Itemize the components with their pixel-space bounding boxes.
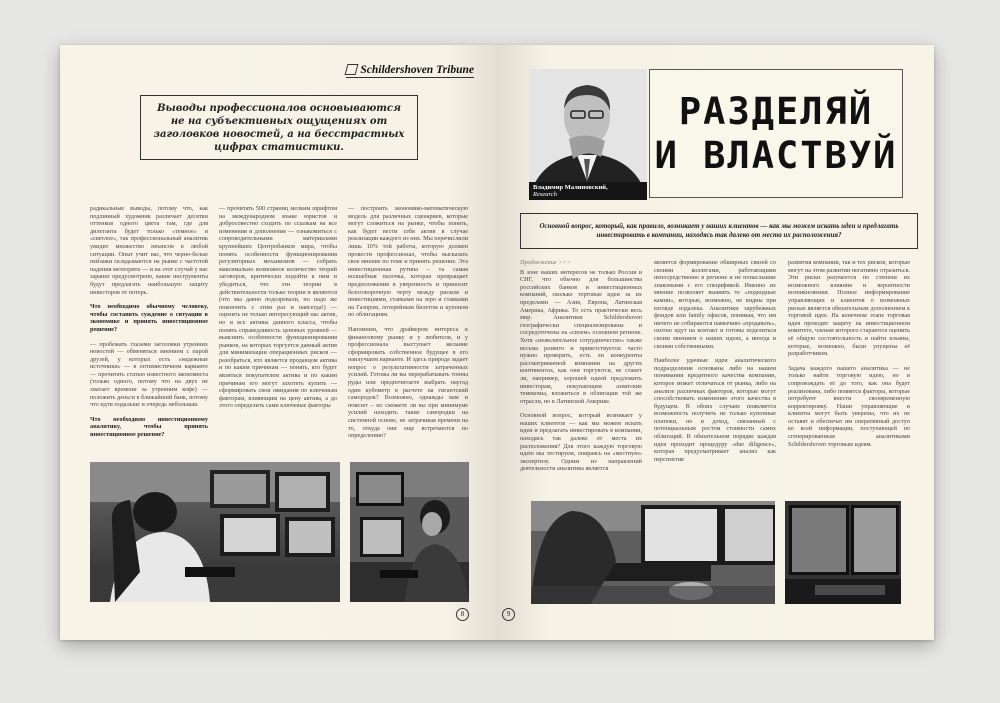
paragraph: является формирование обширных связей со своими коллегами, работающими непосредственно в регионе и не понаслышке знакомыми с его спецификой. Именно их мнение позволяет выявить те «подводные камни», которые, возможно, не видны при взгляде издалека. Аналитики зарубежных фондов или family офисов, понимая, что им ничего не собираются навязчиво «продавать», охотно идут на контакт и готовы поделиться своим мнением о наших идеях, а иногда и своими собственными.	[654, 259, 776, 350]
left-column-3	[348, 205, 468, 497]
paragraph: — прочитать 500 страниц мелким шрифтом на международном языке юристов и добросовестно сходить по ссылкам на все изменения и дополнения — ознакомиться с сопроводительными материалами крупнейших Центробанков мира, чтобы понять особенности функционирования регуляторных механизмов — собрать максимально возможное количество теорий заговоров, критически подойти к ним и убедиться, что эти теории в действительности только теории и являются (что мы давно подозревали, но надо же покончить с этим раз и навсегда!) — оценить не только интересующий нас актив, но и все активы данного класса, чтобы понять справедливость ценовых уровней — выяснить особенности функционирования рынков, на которых торгуется данный актив для минимизации операционных рисков — разобраться, кто является продавцом актива и по каким причинам — понять, кто будет являться покупателем актива и по каким причинам его могут захотеть купить — сформировать свои ожидания по ключевым факторам, влияющим на цену актива, а до этого определить сами ключевые факторы	[219, 205, 337, 410]
paragraph: развития компании, так и тех рисков, которые могут на этом развитии негативно отразиться. Эти риски разумеется по степени их возможного влияния и вероятности возникновения. Полное информирование управляющих и клиентов о возможных рисках является обязательным дополнением к торговой идее. На конечном этапе торговая идея проходит защиту на инвестиционном комитете, членам которого стараются оценить её общую состоятельность и найти изъяны, которые, возможно, были упущены её разработчиком.	[788, 259, 910, 358]
paragraph: — построить экономико-математическую модель для различных сценариев, которые могут сложиться на рынке, чтобы понять, как будет вести себя актив в случае реализации каждого из них. Мы перечислили лишь 10% той работы, которую должен провести профессионал, чтобы высказать свое мнение по теме и принять решение. Эта инвестиционная рутина – та самая волшебная палочка, которая превращает предположения в уверенность и приносит безоговорочную черту между риском и инвестициями, ставками на зеро и ставками на Газпром, лотерейным билетом и купоном по облигациям.	[348, 205, 468, 319]
paragraph: Напомним, что драйвером интереса к финансовому рынку и у любителя, и у профессионала выступает желание сформировать собственное будущее в его наилучшем варианте. И здесь природа задает вопрос о результативности затраченных усилий. Готовы ли вы перерабатывать тонны руды или предпочитаете выбрать наугад один кубометр в расчете на гигантский самородок? Возможно, однажды вам и повезет – но сможете ли вы при минимуме усилий находить такие самородки на системной основе, не затрачивая времени на то, откуда они еще встречаются по определению?	[348, 325, 468, 440]
paragraph: В зоне наших интересов не только Россия и СНГ, что обычно для большинства российских банков и инвестиционных компаний, сколько торговые идеи за их пределами — Азия, Европа, Латинская Америка, Африка. То есть практически весь мир. Аналитики Schildershoven географически специализированы и сосредоточены на «своем» основном регионе. Хотя «нежелательное сотрудничество» также весьма развито и приветствуется: часто нужно проверить, есть ли конкуренты рассматриваемой компании на других континентах, как они торгуются, не станет ли, например, хорошей идеей предложить инвесторам, покупающим азиатские темекомы, вложиться в облигации той же отрасли, но в Латинской Америке.	[520, 268, 642, 405]
author-name: Владимир Малиновский,	[533, 184, 608, 191]
headline-line-2: И ВЛАСТВУЙ	[654, 133, 898, 177]
paragraph: Наиболее удачные идеи аналитического подразделения основаны либо на нашем понимании кредитного качества компании, которое может отличаться от рынка, либо на анализе различных факторов, которые могут способствовать изменению этого качества в будущем. В обоих случаях появляется возможность получить не только купонные платежи, но и доход, связанный с потенциальным ростом стоимости самих облигаций. В обязательном порядке каждая идея проходит процедуру «due diligence», которая предусматривает анализ как перспектив	[654, 357, 776, 463]
photo-trading-desk	[90, 462, 340, 602]
right-column-3	[788, 259, 910, 504]
masthead	[346, 62, 474, 78]
right-page	[498, 45, 934, 640]
photo-dual-monitors-image	[785, 501, 901, 604]
left-page	[60, 45, 498, 640]
author-portrait	[529, 69, 647, 199]
masthead-title: Schildershoven Tribune	[360, 64, 474, 76]
left-column-1	[90, 205, 208, 497]
author-role: Research	[533, 191, 557, 198]
photo-analyst-monitors	[350, 462, 469, 602]
left-column-2	[219, 205, 337, 497]
portrait-caption	[529, 182, 647, 200]
photo-dual-monitors	[785, 501, 901, 604]
headline-line-1: РАЗДЕЛЯЙ	[678, 89, 874, 133]
page-number: 9	[502, 608, 515, 621]
photo-analyst-monitors-image	[350, 462, 469, 602]
photo-monitors-keyboard-image	[531, 501, 775, 604]
paragraph: — пробежать глазами заголовки утренних новостей — обменяться мнением с парой друзей, у которых есть «надежные источники» — в оптимистичном варианте — прочитать статью известного экономиста (только одного, потому что на двух не хватает времени за утренним кофе) — положить деньги в ближайший банк, потому что идти подальше и очередь небольшая.	[90, 340, 208, 409]
pull-quote: Выводы профессионалов основываются не на субъективных ощущениях от заголовков новостей, а на бесстрастных цифрах статистики.	[140, 95, 418, 160]
magazine-spread	[60, 45, 934, 640]
photo-trading-desk-image	[90, 462, 340, 602]
paragraph: Основной вопрос, который возникает у наших клиентов — как мы можем искать идеи и предлагать инвестировать в компании, находясь так далеко от места их расположения? Для этого каждую торговую идею мы тестируем, опираясь на «местную» экспертизу. Одним из направлений деятельности аналитика является	[520, 412, 642, 473]
subheading: Что необходимо обычному человеку, чтобы составить суждение о ситуации в экономике и принять инвестиционное решение?	[90, 303, 208, 333]
page-number: 8	[456, 608, 469, 621]
paragraph: Задача каждого нашего аналитика — не только найти торговую идею, но и сопровождать её до того, как она будет реализована, либо появятся факторы, которые потребуют внести своевременную корректировку. Наши управляющие и клиенты могут быть уверены, что их не оставят и обеспечат им оперативный доступ ко всей информации, поступающей по сгенерированным аналитиками Schildershoven торговым идеям.	[788, 364, 910, 448]
masthead-logo-icon	[345, 64, 359, 75]
continued-label: Продолжение >>>	[520, 259, 571, 266]
author-portrait-image	[529, 69, 647, 199]
subheading: Что необходимо инвестиционному аналитику, чтобы принять инвестиционное решение?	[90, 415, 208, 439]
paragraph: радикальные выводы, потому что, как подлинный художник различает десятки оттенков одного цвета там, где для дилетанта будет только «темное» и «светлое», так профессиональный аналитик увидит множество нюансов в любой ситуации. Опыт учит нас, что черно-белые пейзажи складываются на рынке с частотой падения метеорита — и на этот случай у нас заранее предусмотрено, какие инструменты будут предлагать наибольшую защиту инвесторов от потерь.	[90, 205, 208, 296]
right-column-2	[654, 259, 776, 504]
article-headline	[649, 69, 903, 198]
photo-monitors-keyboard	[531, 501, 775, 604]
lead-quote: Основной вопрос, который, как правило, возникает у наших клиентов — как мы можем искать идеи и предлагать инвестировать в компании, находясь так далеко от места их расположения?	[520, 213, 918, 249]
right-column-1	[520, 259, 642, 504]
